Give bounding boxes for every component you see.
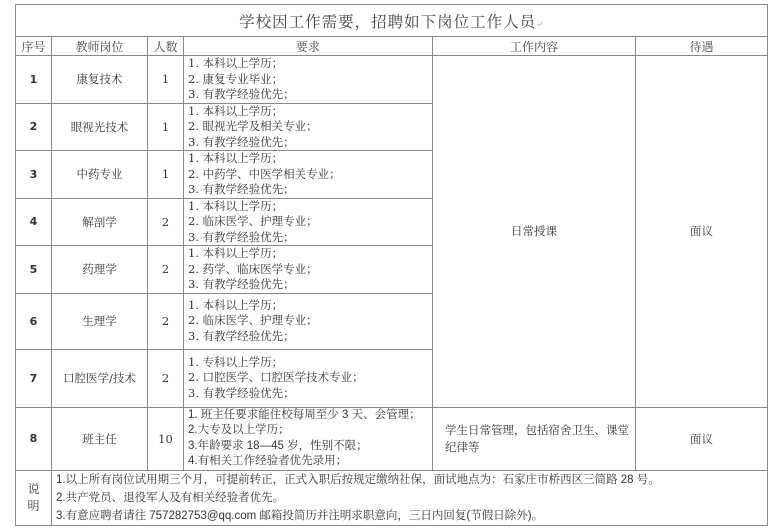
req-line: 2. 临床医学、护理专业；: [188, 313, 318, 328]
header-count: 人数: [148, 37, 184, 56]
header-position: 教师岗位: [52, 37, 148, 56]
row-position: 班主任: [52, 407, 148, 470]
row-count: 10: [148, 407, 184, 470]
row-position: 生理学: [52, 293, 148, 349]
header-index: 序号: [16, 37, 52, 56]
row-position: 眼视光技术: [52, 103, 148, 151]
note-item: 3.有意应聘者请往 757282753@qq.com 邮箱投简历并注明求职意向，三日内回复(节假日除外)。: [56, 509, 544, 522]
row-index: 1: [16, 56, 52, 104]
req-line: 4.有相关工作经验者优先录用；: [188, 455, 348, 467]
req-line: 2. 中药学、中医学相关专业；: [188, 166, 341, 181]
req-line: 1. 班主任要求能住校每周至少 3 天、会管理；: [188, 408, 421, 421]
notes-label-line: 明: [27, 498, 40, 513]
req-line: 3. 有教学经验优先；: [188, 182, 295, 196]
req-line: 1. 本科以上学历；: [188, 56, 284, 70]
req-line: 1. 本科以上学历；: [188, 198, 284, 213]
req-line: 3. 有教学经验优先；: [188, 385, 295, 400]
header-requirements: 要求: [184, 37, 433, 56]
row-requirements: [184, 246, 433, 294]
row-requirements: [184, 293, 433, 349]
row-position: 康复技术: [52, 56, 148, 104]
row-count: 2: [148, 349, 184, 407]
row-count: 2: [148, 293, 184, 349]
row-index: 7: [16, 349, 52, 407]
req-line: 3. 有教学经验优先；: [188, 229, 295, 244]
row-position: 解剖学: [52, 198, 148, 246]
row-count: 2: [148, 246, 184, 294]
row-index: 8: [16, 407, 52, 470]
row-requirements: [184, 198, 433, 246]
row-count: 1: [148, 103, 184, 151]
req-line: 2.大专及以上学历；: [188, 424, 290, 436]
document-title: 学校因工作需要，招聘如下岗位工作人员↵: [16, 5, 768, 37]
row-requirements: [184, 151, 433, 199]
req-line: 2. 药学、临床医学专业；: [188, 261, 318, 276]
title-text: 学校因工作需要，招聘如下岗位工作人员: [239, 12, 537, 31]
row-index: 3: [16, 151, 52, 199]
header-duties: 工作内容: [433, 37, 636, 56]
row-requirements: [184, 349, 433, 407]
row-index: 6: [16, 293, 52, 349]
row-count: 2: [148, 198, 184, 246]
row-requirements: [184, 407, 433, 470]
notes-label-line: 说: [27, 481, 40, 496]
req-line: 3. 有教学经验优先；: [188, 134, 295, 149]
row-position: 中药专业: [52, 151, 148, 199]
row-count: 1: [148, 56, 184, 104]
table-row: [16, 56, 768, 104]
req-line: 1. 专科以上学历；: [188, 354, 284, 369]
req-line: 1. 本科以上学历；: [188, 151, 284, 165]
header-salary: 待遇: [636, 37, 768, 56]
req-line: 3. 有教学经验优先；: [188, 87, 295, 101]
shared-duties: 日常授课: [433, 56, 636, 408]
row-position: 药理学: [52, 246, 148, 294]
note-item: 1.以上所有岗位试用期三个月，可提前转正，正式入职后按规定缴纳社保，面试地点为：石家庄市桥西区三简路 28 号。: [56, 473, 660, 486]
req-line: 2. 眼视光学及相关专业；: [188, 119, 318, 133]
row-index: 5: [16, 246, 52, 294]
row-requirements: [184, 56, 433, 104]
req-line: 1. 本科以上学历；: [188, 246, 284, 260]
row-index: 2: [16, 103, 52, 151]
row-count: 1: [148, 151, 184, 199]
recruitment-table: [15, 4, 768, 526]
row-salary: 面议: [636, 407, 768, 470]
row-position: 口腔医学/技术: [52, 349, 148, 407]
req-line: 3. 有教学经验优先；: [188, 328, 295, 343]
req-line: 2. 临床医学、护理专业；: [188, 214, 318, 228]
req-line: 2. 康复专业毕业；: [188, 71, 284, 86]
row-requirements: [184, 103, 433, 151]
req-line: 1. 本科以上学历；: [188, 103, 284, 118]
table-row: [16, 407, 768, 470]
notes-content: [52, 470, 768, 525]
shared-salary: 面议: [636, 56, 768, 408]
notes-label: [16, 470, 52, 525]
req-line: 1. 本科以上学历；: [188, 297, 284, 312]
header-row: [16, 37, 768, 56]
notes-row: [16, 470, 768, 525]
note-item: 2.共产党员、退役军人及有相关经验者优先。: [56, 491, 285, 504]
req-line: 3.年龄要求 18—45 岁，性别不限；: [188, 439, 368, 452]
req-line: 2. 口腔医学、口腔医学技术专业；: [188, 370, 364, 385]
row-index: 4: [16, 198, 52, 246]
req-line: 3. 有教学经验优先；: [188, 277, 295, 291]
row-duties: 学生日常管理，包括宿舍卫生、课堂纪律等: [433, 407, 636, 470]
